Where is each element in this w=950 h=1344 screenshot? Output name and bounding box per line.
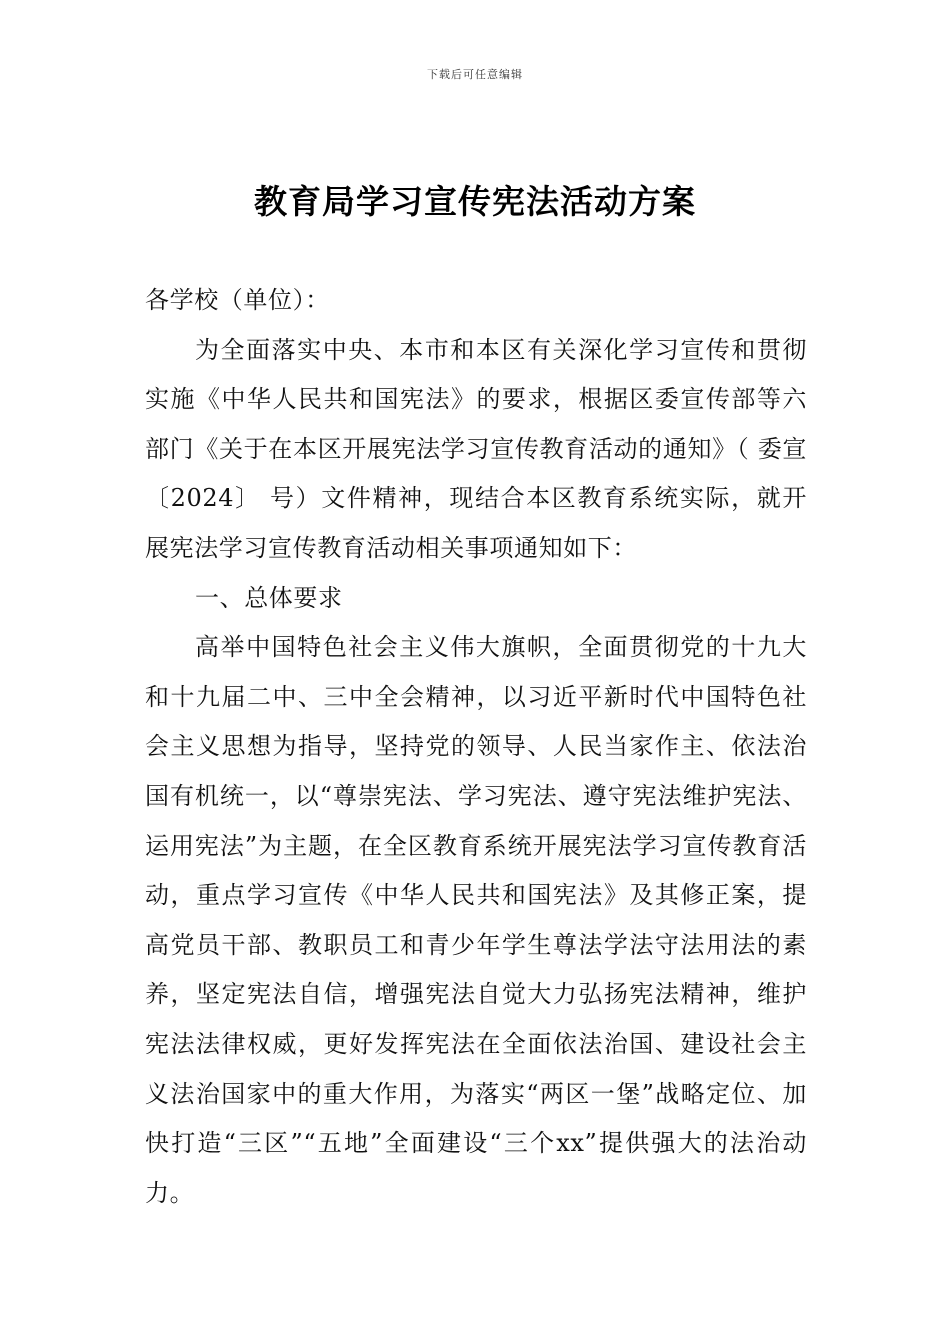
header-note: 下载后可任意编辑 xyxy=(427,68,523,81)
requirements-paragraph: 高举中国特色社会主义伟大旗帜，全面贯彻党的十九大和十九届二中、三中全会精神，以习近平新时代中国特色社会主义思想为指导，坚持党的领导、人民当家作主、依法治国有机统一，以“尊崇宪法、学习宪法、遵守宪法维护宪法、运用宪法”为主题，在全区教育系统开展宪法学习宣传教育活动，重点学习宣传《中华人民共和国宪法》及其修正案，提高党员干部、教职员工和青少年学生尊法学法守法用法的素养，坚定宪法自信，增强宪法自觉大力弘扬宪法精神，维护宪法法律权威，更好发挥宪法在全面依法治国、建设社会主义法治国家中的重大作用，为落实“两区一堡”战略定位、加快打造“三区”“五地”全面建设“三个xx”提供强大的法治动力。 xyxy=(145,633,807,1207)
document-title: 教育局学习宣传宪法活动方案 xyxy=(254,182,696,221)
intro-paragraph: 为全面落实中央、本市和本区有关深化学习宣传和贯彻实施《中华人民共和国宪法》的要求，根据区委宣传部等六部门《关于在本区开展宪法学习宣传教育活动的通知》（ 委宣〔2024〕 号）文件精神，现结合本区教育系统实际，就开展宪法学习宣传教育活动相关事项通知如下： xyxy=(145,335,807,562)
salutation: 各学校（单位）： xyxy=(145,286,330,314)
section-heading: 一、总体要求 xyxy=(195,583,343,612)
document-body xyxy=(145,276,807,1218)
